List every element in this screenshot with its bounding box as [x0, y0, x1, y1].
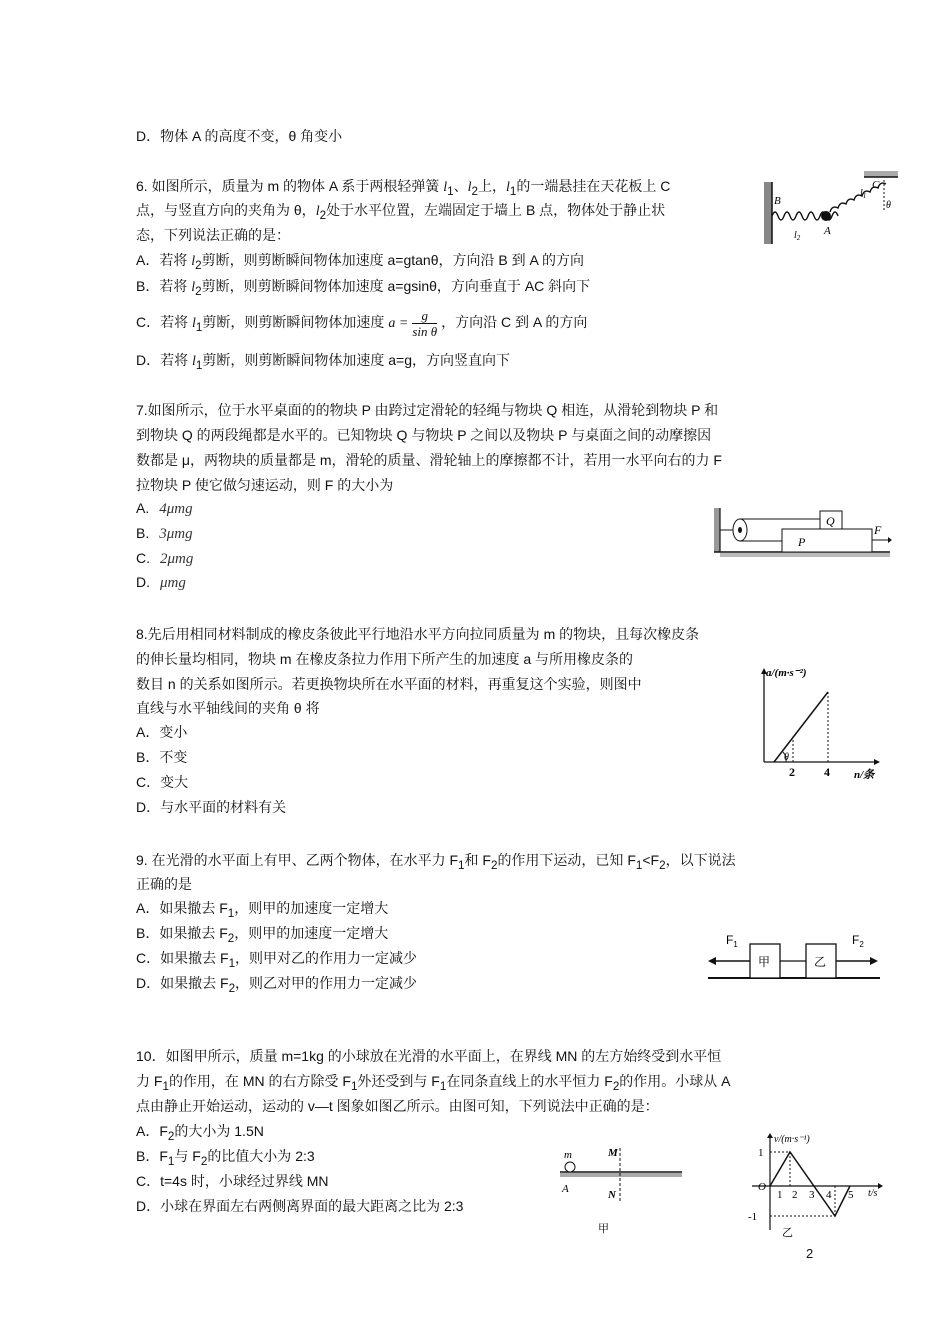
- q6-option-a: A．若将 $l_2$剪断，则剪断瞬间物体加速度 a=gtanθ，方向沿 B 到 A 的方向: [136, 252, 584, 272]
- label-l1: $l_1$: [860, 188, 867, 200]
- object-a: [821, 211, 831, 221]
- q7-stem-line1: 7.如图所示，位于水平桌面的的物块 P 由跨过定滑轮的轻绳与物块 Q 相连，从滑轮到物块 P 和: [136, 402, 719, 418]
- q6-option-c: C．若将 $l_1$剪断，则剪断瞬间物体加速度 a = $\frac{g}{\text{sin θ}}$ ，方向沿 C 到 A 的方向: [136, 307, 588, 339]
- label-b: B: [774, 195, 781, 207]
- ball-icon: [565, 1162, 575, 1172]
- q10-option-b: B．$F_1$与 $F_2$的比值大小为 2:3: [136, 1148, 315, 1168]
- q9-option-c: C．如果撤去 $F_1$，则甲对乙的作用力一定减少: [136, 950, 418, 970]
- t-tick-3: 3: [809, 1189, 815, 1201]
- q10-figure-jia: [556, 1140, 686, 1240]
- fraction-g-over-sin-theta: $\frac{g}{\text{sin θ}}$: [412, 307, 438, 339]
- vt-line: [770, 1152, 850, 1216]
- q6-figure-springs: [760, 168, 900, 246]
- q10-figure-vt-graph: [740, 1130, 890, 1242]
- x-tick-2: 2: [789, 765, 795, 779]
- label-l2: $l_2$: [794, 230, 801, 242]
- x-tick-4: 4: [824, 765, 830, 779]
- caption-yi: 乙: [782, 1227, 793, 1239]
- q5-option-d: D．物体 A 的高度不变，θ 角变小: [136, 128, 343, 144]
- theta-label: θ: [784, 752, 789, 763]
- q6-stem-line2: 点，与竖直方向的夹角为 θ，$l_2$处于水平位置，左端固定于墙上 B 点，物体处于静止状: [136, 202, 666, 222]
- q10-stem-line3: 点由静止开始运动，运动的 v—t 图象如图乙所示。由图可知，下列说法中正确的是：: [136, 1098, 659, 1114]
- label-a: A: [562, 1183, 569, 1195]
- q7-figure-pulley: [712, 506, 892, 558]
- label-c: C: [872, 179, 880, 191]
- q8-option-d: D．与水平面的材料有关: [136, 799, 287, 815]
- q8-stem-line3: 数目 n 的关系如图所示。若更换物块所在水平面的材料，再重复这个实验，则图中: [136, 676, 642, 692]
- q8-figure-a-n-graph: [756, 662, 896, 782]
- q8-stem-line2: 的伸长量均相同，物块 m 在橡皮条拉力作用下所产生的加速度 a 与所用橡皮条的: [136, 651, 634, 667]
- ceiling: [864, 171, 898, 177]
- y-axis-label: a/(m·s⁻²): [766, 667, 807, 679]
- arrow-left-icon: [708, 957, 716, 965]
- t-tick-2: 2: [792, 1189, 798, 1201]
- caption-jia: 甲: [598, 1223, 609, 1235]
- q9-option-d: D．如果撤去 $F_2$，则乙对甲的作用力一定减少: [136, 975, 418, 995]
- label-f2: $F_2$: [852, 933, 864, 949]
- q8-stem-line1: 8.先后用相同材料制成的橡皮条彼此平行地沿水平方向拉同质量为 m 的物块，且每次橡皮条: [136, 626, 700, 642]
- a-n-line: [774, 692, 828, 762]
- label-m-line: M: [608, 1147, 618, 1159]
- q8-option-b: B．不变: [136, 749, 188, 765]
- label-f1: $F_1$: [726, 933, 738, 949]
- q7-option-d: D. μmg: [136, 574, 186, 591]
- t-tick-5: 5: [848, 1189, 854, 1201]
- q8-stem-line4: 直线与水平轴线间的夹角 θ 将: [136, 700, 320, 716]
- q8-option-c: C．变大: [136, 774, 189, 790]
- q9-option-a: A．如果撤去 $F_1$，则甲的加速度一定增大: [136, 900, 389, 920]
- arrow-right-icon: [870, 957, 878, 965]
- t-axis-label: t/s: [868, 1188, 878, 1199]
- label-n: N: [608, 1189, 616, 1201]
- q9-stem-line2: 正确的是: [136, 876, 192, 892]
- q7-stem-line2: 到物块 Q 的两段绳都是水平的。已知物块 Q 与物块 P 之间以及物块 P 与桌面之间的动摩擦因: [136, 427, 712, 443]
- v-axis-label: v/(m·s⁻¹): [774, 1134, 810, 1145]
- block-p: [782, 529, 872, 552]
- q10-stem-line1: 10．如图甲所示，质量 m=1kg 的小球放在光滑的水平面上，在界线 MN 的左方始终受到水平恒: [136, 1048, 722, 1064]
- q6-option-d: D．若将 $l_1$剪断，则剪断瞬间物体加速度 a=g，方向竖直向下: [136, 352, 511, 372]
- q9-option-b: B．如果撤去 $F_2$，则甲的加速度一定增大: [136, 925, 389, 945]
- q6-stem-line3: 态，下列说法正确的是：: [136, 227, 290, 243]
- label-a: A: [824, 225, 831, 237]
- label-jia: 甲: [758, 955, 771, 969]
- q7-option-b: B. 3μmg: [136, 525, 193, 542]
- q10-option-c: C．t=4s 时，小球经过界线 MN: [136, 1173, 329, 1189]
- q7-stem-line4: 拉物块 P 使它做匀速运动，则 F 的大小为: [136, 477, 394, 493]
- page-number: 2: [806, 1246, 814, 1261]
- label-p: P: [798, 535, 806, 549]
- label-m: m: [564, 1149, 572, 1161]
- label-theta: θ: [886, 200, 891, 211]
- q6-stem-line1: 6. 如图所示，质量为 m 的物体 A 系于两根轻弹簧 $l_1$、$l_2$上，$l_1$的一端悬挂在天花板上 C: [136, 178, 671, 198]
- q10-option-a: A．$F_2$的大小为 1.5N: [136, 1123, 264, 1143]
- origin-label: O: [758, 1181, 766, 1193]
- q6-option-b: B．若将 $l_2$剪断，则剪断瞬间物体加速度 a=gsinθ，方向垂直于 AC 斜向下: [136, 278, 591, 298]
- wall: [764, 182, 772, 244]
- t-tick-4: 4: [826, 1189, 832, 1201]
- q9-stem-line1: 9. 在光滑的水平面上有甲、乙两个物体，在水平力 $F_1$和 $F_2$的作用下运动，已知 $F_1<F_2$，以下说法: [136, 852, 736, 872]
- q10-stem-line2: 力 $F_1$的作用，在 MN 的右方除受 $F_1$外还受到与 $F_1$在同条直线上的水平恒力 $F_2$的作用。小球从 A: [136, 1073, 731, 1093]
- label-q: Q: [826, 514, 835, 528]
- x-axis-label: n/条: [854, 769, 875, 781]
- q10-option-d: D．小球在界面左右两侧离界面的最大距离之比为 2:3: [136, 1198, 464, 1214]
- q8-option-a: A．变小: [136, 724, 188, 740]
- t-tick-1: 1: [777, 1189, 783, 1201]
- label-f: F: [874, 523, 882, 537]
- q7-option-a: A. 4μmg: [136, 500, 193, 517]
- v-tick-1: 1: [758, 1147, 764, 1159]
- q9-figure-blocks: [706, 930, 882, 986]
- q7-stem-line3: 数都是 μ，两物块的质量都是 m，滑轮的质量、滑轮轴上的摩擦都不计，若用一水平向右的力 F: [136, 452, 722, 468]
- v-tick-neg1: -1: [748, 1211, 758, 1223]
- q7-option-c: C. 2μmg: [136, 550, 194, 567]
- label-yi: 乙: [814, 955, 827, 969]
